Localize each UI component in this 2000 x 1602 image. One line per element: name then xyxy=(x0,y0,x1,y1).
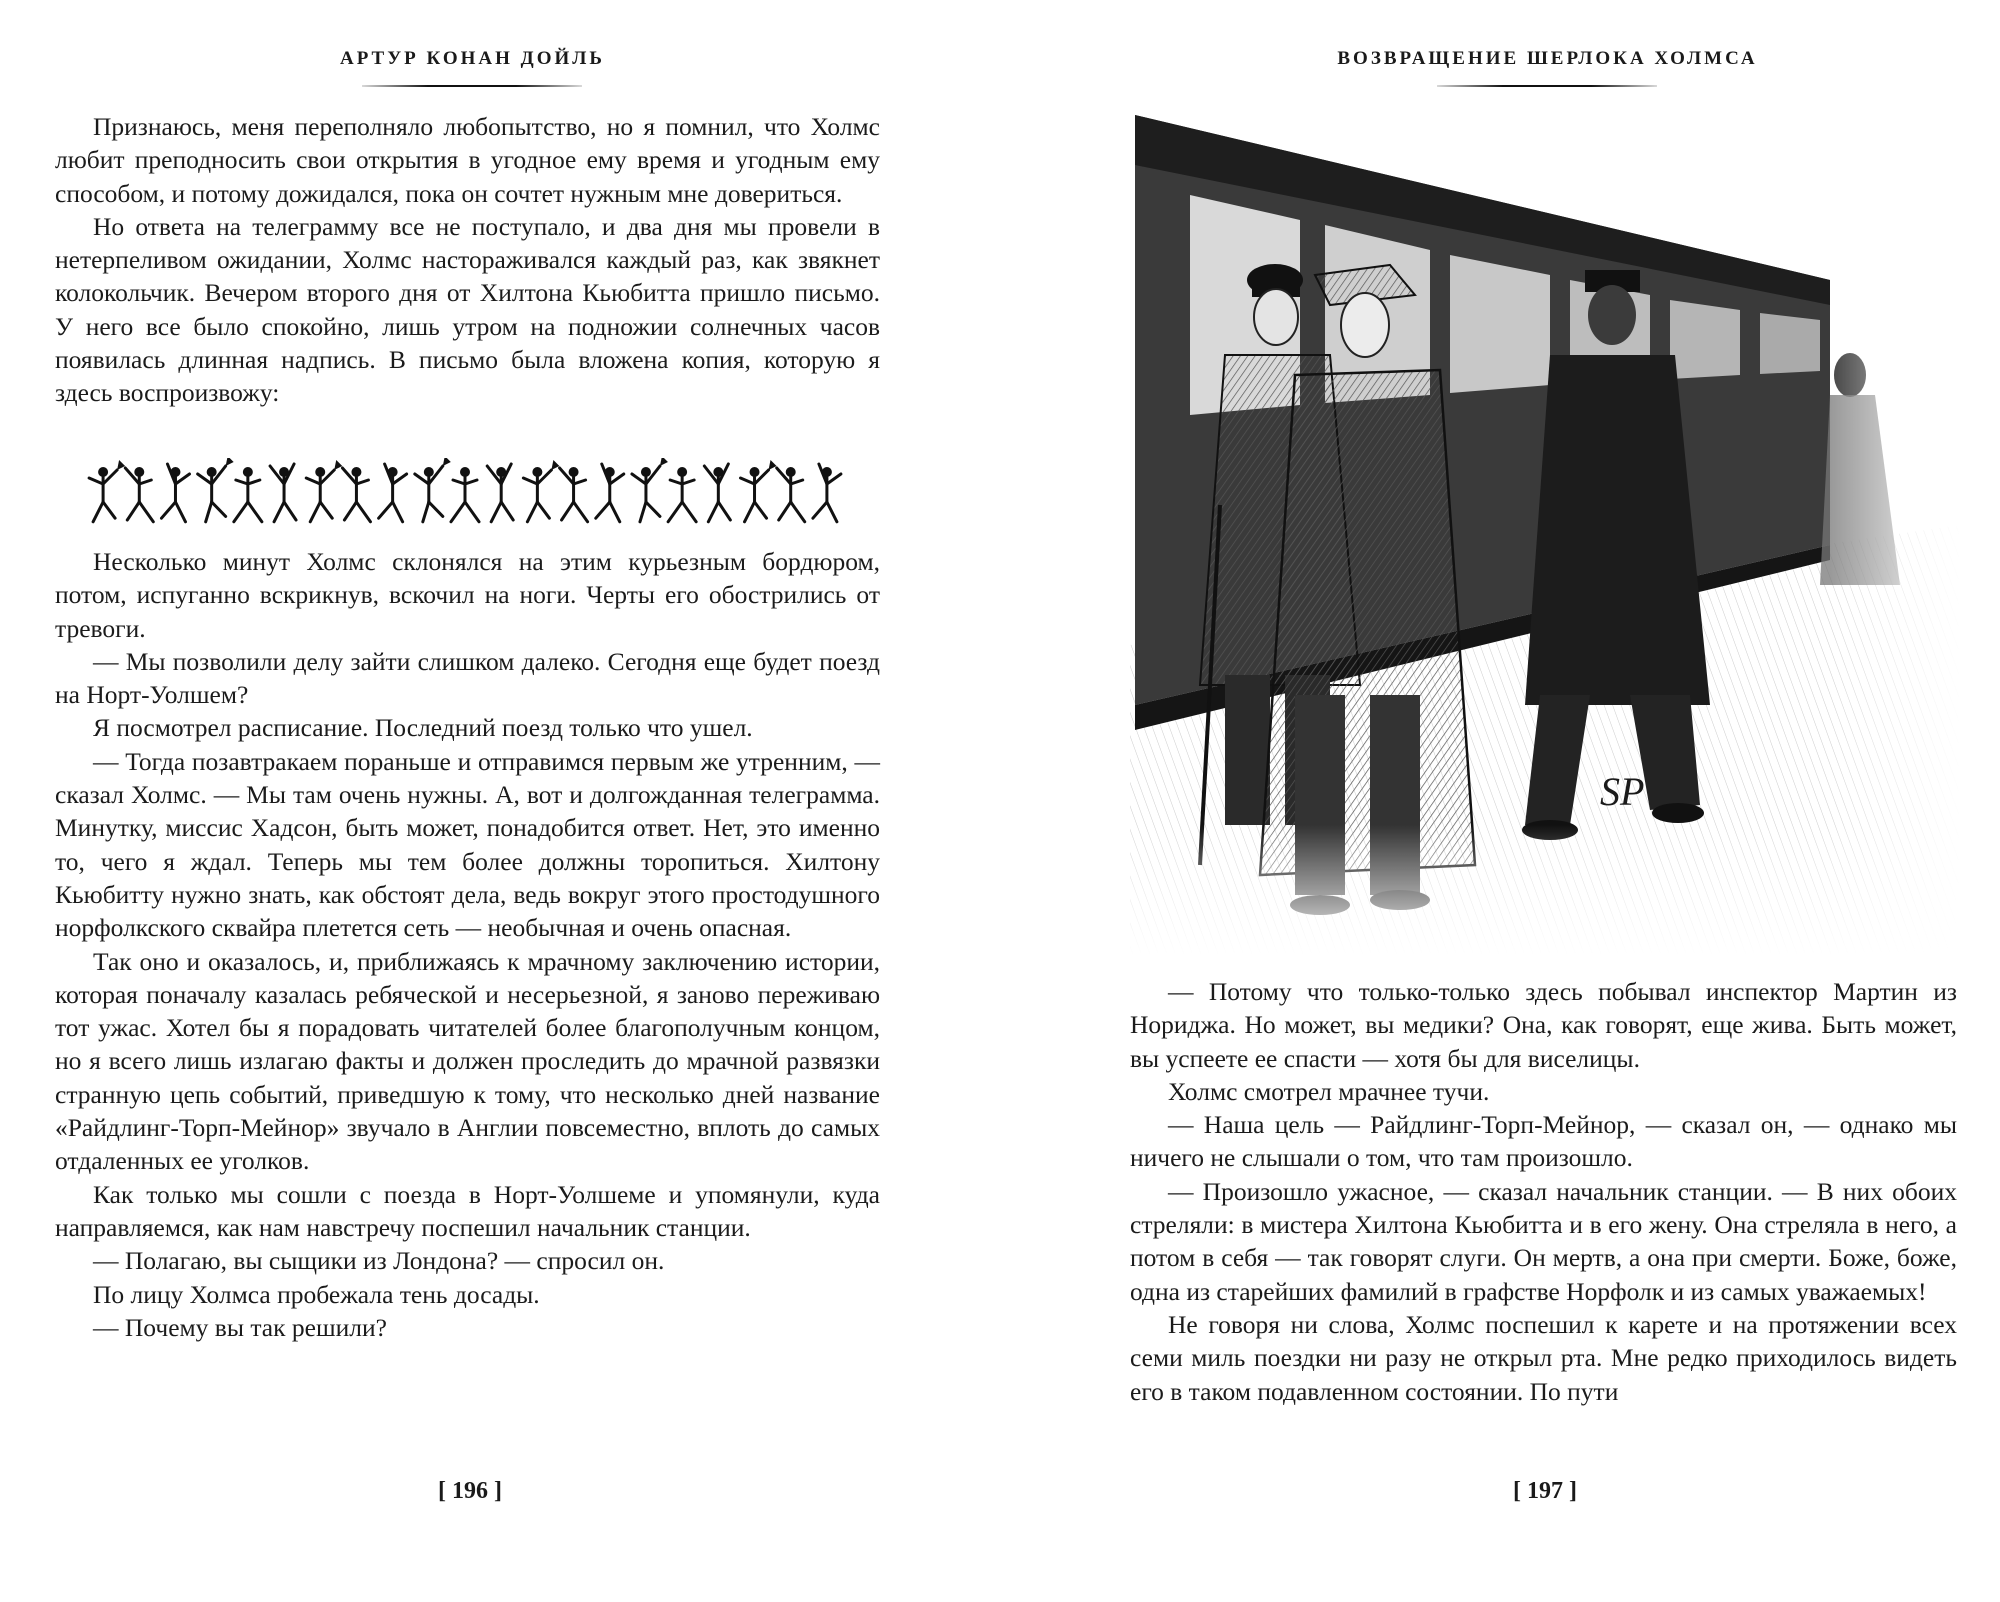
paragraph: Так оно и оказалось, и, приближаясь к мрачному заключению истории, которая поначалу казалась ребяческой и несерьезной, я заново переживаю тот ужас. Хотел бы я порадовать читателей более благополучным концом, но я всего лишь излагаю факты и должен проследить до мрачной развязки странную цепь событий, приведшую к тому, что несколько дней название «Райдлинг-Торп-Мейнор» звучало в Англии повсеместно, вплоть до самых отдаленных ее уголков. xyxy=(55,946,880,1176)
paragraph: Признаюсь, меня переполняло любопытство, но я помнил, что Холмс любит преподносить свои открытия в угодное ему время и угодным ему способом, и потому дожидался, пока он сочтет нужным мне довериться. xyxy=(55,112,880,208)
dancing-man-figure xyxy=(161,464,189,522)
paragraph: Не говоря ни слова, Холмс поспешил к карете и на протяжении всех семи миль поездки ни разу не открыл рта. Мне редко приходилось видеть его в таком подавленном состоянии. По пути xyxy=(1130,1309,1957,1406)
paragraph: Несколько минут Холмс склонялся на этим курьезным бордюром, потом, испуганно вскрикнув, вскочил на ноги. Черты его обострились от тревоги. xyxy=(55,547,880,643)
dancing-man-figure xyxy=(415,458,451,522)
paragraph: — Тогда позавтракаем пораньше и отправимся первым же утренним, — сказал Холмс. — Мы там очень нужны. А, вот и долгожданная телеграмма. Минутку, миссис Хадсон, быть может, понадобится ответ. Нет, это именно то, чего я ждал. Теперь мы тем более должны торопиться. Хилтону Кьюбитту нужно знать, как обстоят дела, ведь вокруг этого простодушного норфолкского сквайра плетется сеть — необычная и очень опасная. xyxy=(55,746,880,943)
paragraph: — Потому что только-только здесь побывал инспектор Мартин из Нориджа. Но может, вы медики? Она, как говорят, еще жива. Быть может, вы успеете ее спасти — хотя бы для виселицы. xyxy=(1130,977,1957,1073)
dancing-man-figure xyxy=(668,467,696,522)
running-head-author: АРТУР КОНАН ДОЙЛЬ xyxy=(340,48,605,69)
dancing-man-figure xyxy=(560,467,588,522)
dancing-man-figure xyxy=(813,464,841,522)
header-rule xyxy=(362,85,582,87)
dancing-man-figure xyxy=(270,464,296,522)
dancing-man-figure xyxy=(487,464,513,522)
dancing-man-figure xyxy=(306,460,342,522)
dancing-man-figure xyxy=(741,460,777,522)
dancing-man-figure xyxy=(451,467,479,522)
paragraph: — Мы позволили делу зайти слишком далеко. Сегодня еще будет поезд на Норт-Уолшем? xyxy=(55,646,880,710)
paragraph: По лицу Холмса пробежала тень досады. xyxy=(93,1279,540,1309)
paragraph: — Полагаю, вы сыщики из Лондона? — спросил он. xyxy=(93,1246,665,1276)
dancing-men-cipher-illustration xyxy=(85,458,845,530)
dancing-man-figure xyxy=(379,464,407,522)
paragraph: Холмс смотрел мрачнее тучи. xyxy=(1168,1076,1490,1106)
dancing-man-figure xyxy=(125,467,153,522)
dancing-man-figure xyxy=(198,458,234,522)
dancing-man-figure xyxy=(523,460,559,522)
dancing-man-figure xyxy=(632,458,668,522)
dancing-man-figure xyxy=(234,467,262,522)
dancing-man-figure xyxy=(704,464,730,522)
dancing-man-figure xyxy=(777,467,805,522)
dancing-man-figure xyxy=(342,467,370,522)
page-number: [ 196 ] xyxy=(438,1478,502,1504)
artist-signature: SP xyxy=(1600,769,1645,814)
paragraph: Как только мы сошли с поезда в Норт-Уолшеме и упомянули, куда направляемся, как нам навстречу поспешил начальник станции. xyxy=(55,1179,880,1242)
train-platform-illustration xyxy=(1130,105,1960,955)
paragraph: — Произошло ужасное, — сказал начальник станции. — В них обоих стреляли: в мистера Хилтона Кьюбитта и в его жену. Она стреляла в него, а потом в себя — так говорят слуги. Он мертв, а она при смерти. Боже, боже, одна из старейших фамилий в графстве Норфолк и из самых уважаемых! xyxy=(1130,1176,1957,1306)
page-number: [ 197 ] xyxy=(1513,1478,1577,1504)
paragraph: Я посмотрел расписание. Последний поезд только что ушел. xyxy=(93,713,753,743)
body-text-right xyxy=(1130,975,1957,1408)
dancing-man-figure xyxy=(89,460,125,522)
dancing-man-figure xyxy=(596,464,624,522)
header-rule xyxy=(1437,85,1657,87)
body-text-top xyxy=(55,110,880,410)
paragraph: Но ответа на телеграмму все не поступало, и два дня мы провели в нетерпеливом ожидании, Холмс настораживался каждый раз, как звякнет колокольчик. Вечером второго дня от Хилтона Кьюбитта пришло письмо. У него все было спокойно, лишь утром на подножии солнечных часов появилась длинная надпись. В письмо была вложена копия, которую я здесь воспроизвожу: xyxy=(55,211,880,408)
body-text-bottom xyxy=(55,545,880,1344)
running-head-title: ВОЗВРАЩЕНИЕ ШЕРЛОКА ХОЛМСА xyxy=(1337,48,1758,69)
paragraph: — Наша цель — Райдлинг-Торп-Мейнор, — сказал он, — однако мы ничего не слышали о том, что там произошло. xyxy=(1130,1110,1957,1173)
paragraph: — Почему вы так решили? xyxy=(93,1312,387,1342)
